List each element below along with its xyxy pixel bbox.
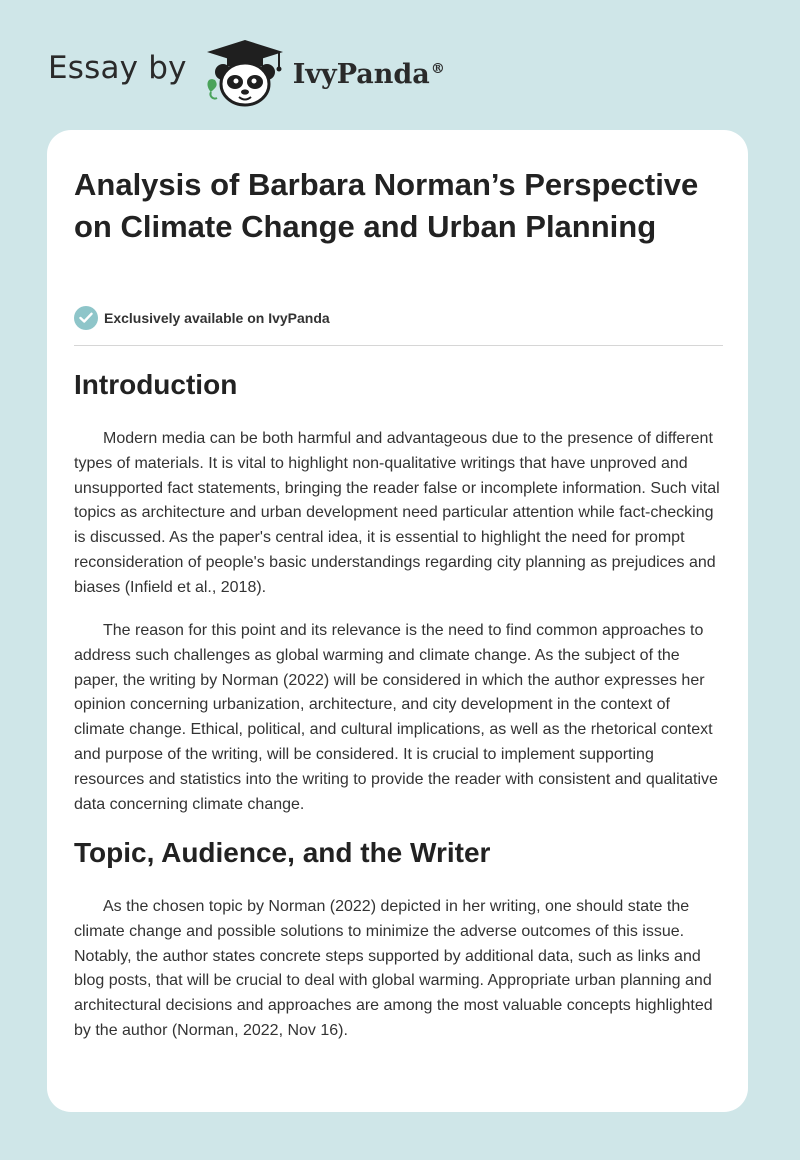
brand-prefix: Essay by	[48, 50, 187, 86]
article-title: Analysis of Barbara Norman’s Perspective on Climate Change and Urban Planning	[74, 167, 699, 244]
brand-name: IvyPanda®	[292, 58, 445, 90]
divider	[74, 345, 723, 346]
brand-logo[interactable]	[48, 36, 445, 108]
paragraph: As the chosen topic by Norman (2022) depicted in her writing, one should state the climate change and possible solutions to minimize the adverse outcomes of this issue. Notably, the author states concrete steps supported by additional data, such as links and blog posts, that will be crucial to deal with global warming. Appropriate urban planning and architectural decisions and approaches are among the most valuable concepts highlighted by the author (Norman, 2022, Nov 16).	[74, 898, 713, 1039]
section-heading-topic: Topic, Audience, and the Writer	[74, 837, 491, 868]
paragraph: The reason for this point and its relevance is the need to find common approaches to address such challenges as global warming and climate change. As the subject of the paper, the writing by Norman (2022) will be considered in which the author expresses her opinion concerning urbanization, architecture, and city development in the context of climate change. Ethical, political, and cultural implications, as well as the rhetorical context and purpose of the writing, will be considered. It is crucial to implement supporting resources and statistics into the writing to provide the reader with consistent and qualitative data concerning climate change.	[74, 622, 718, 813]
exclusive-badge	[74, 306, 330, 330]
section-heading-introduction: Introduction	[74, 369, 238, 400]
paragraph: Modern media can be both harmful and advantageous due to the presence of different types of materials. It is vital to highlight non-qualitative writings that have unproved and unsupported fact statements, bringing the reader false or incomplete information. Such vital topics as architecture and urban development need particular attention while fact-checking is discussed. As the paper's central idea, it is essential to highlight the need for prompt reconsideration of people's basic understandings regarding city planning as prejudices and biases (Infield et al., 2018).	[74, 430, 720, 596]
article-card	[47, 130, 748, 1112]
panda-logo-icon	[201, 36, 289, 108]
check-icon	[74, 306, 98, 330]
badge-label: Exclusively available on IvyPanda	[104, 310, 330, 326]
